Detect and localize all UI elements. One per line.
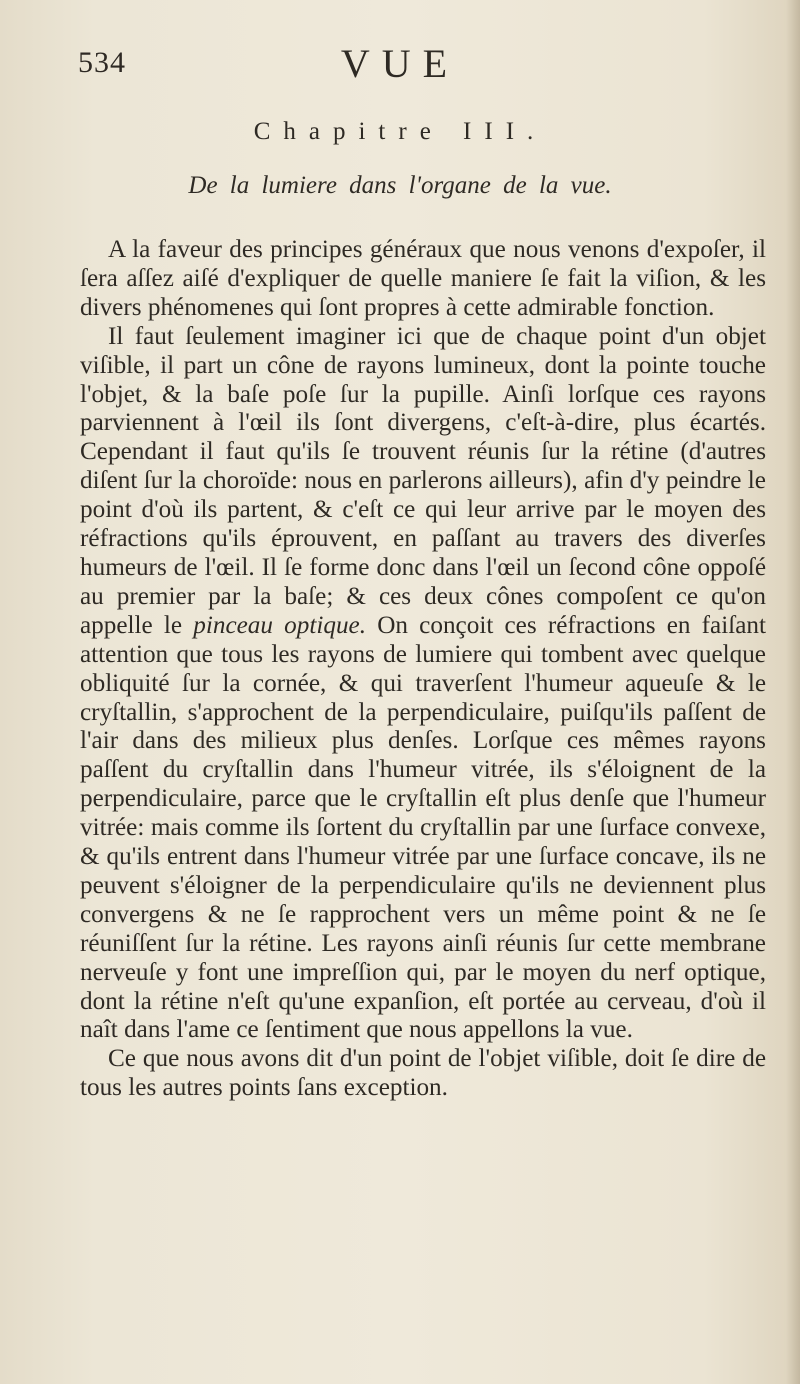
paragraph-text: Il faut ſeulement imaginer ici que de chaque point d'un objet viſible, il part un cône de rayons lumineux, dont la pointe touche l'objet, & la baſe poſe ſur la pupille. Ainſi lorſque ces rayons parviennent à l'œil ils ſont divergens, c'eſt-à-dire, plus écartés. Cependant il faut qu'ils ſe trouvent réunis ſur la rétine (d'autres diſent ſur la choroïde: nous en parlerons ailleurs), afin d'y peindre le point d'où ils partent, & c'eſt ce qui leur arrive par le moyen des réfractions qu'ils éprouvent, en paſſant au travers des diverſes humeurs de l'œil. Il ſe forme donc dans l'œil un ſecond cône oppoſé au premier par la baſe; & ces deux cônes compoſent ce qu'on appelle le xyxy=(80,322,766,639)
paragraph xyxy=(80,323,766,1046)
chapter-subtitle: De la lumiere dans l'organe de la vue. xyxy=(188,172,612,199)
page-header xyxy=(0,40,800,90)
paragraph-text: Ce que nous avons dit d'un point de l'objet viſible, doit ſe dire de tous les autres points ſans exception. xyxy=(80,1045,766,1102)
page-edge-shadow xyxy=(786,0,800,1384)
paragraph-text-continued: On conçoit ces réfractions en faiſant attention que tous les rayons de lumiere qui tombent avec quelque obliquité ſur la cornée, & qui traverſent l'humeur aqueuſe & le cryſtallin, s'approchent de la perpendiculaire, puiſqu'ils paſſent de l'air dans des milieux plus denſes. Lorſque ces mêmes rayons paſſent du cryſtallin dans l'humeur vitrée, ils s'éloignent de la perpendiculaire, parce que le cryſtallin eſt plus denſe que l'humeur vitrée: mais comme ils ſortent du cryſtallin par une ſurface convexe, & qu'ils entrent dans l'humeur vitrée par une ſurface concave, ils ne peuvent s'éloigner de la perpendiculaire qu'ils ne deviennent plus convergens & ne ſe rapprochent vers un même point & ne ſe réuniſſent ſur la rétine. Les rayons ainſi réunis ſur cette membrane nerveuſe y font une impreſſion qui, par le moyen du nerf optique, dont la rétine n'eſt qu'une expanſion, eſt portée au cerveau, d'où il naît dans l'ame ce ſentiment que nous appellons la vue. xyxy=(80,611,766,1044)
body-text xyxy=(80,236,766,1103)
paragraph-text: A la faveur des principes généraux que nous venons d'expoſer, il ſera aſſez aiſé d'expliquer de quelle maniere ſe fait la viſion, & les divers phénomenes qui ſont propres à cette admirable fonction. xyxy=(80,236,766,321)
running-head: VUE xyxy=(340,41,460,86)
chapter-heading: Chapitre III. xyxy=(253,118,547,145)
italic-term: pinceau optique. xyxy=(193,611,367,639)
page-number: 534 xyxy=(78,46,126,79)
paragraph xyxy=(80,236,766,323)
paragraph xyxy=(80,1045,766,1103)
